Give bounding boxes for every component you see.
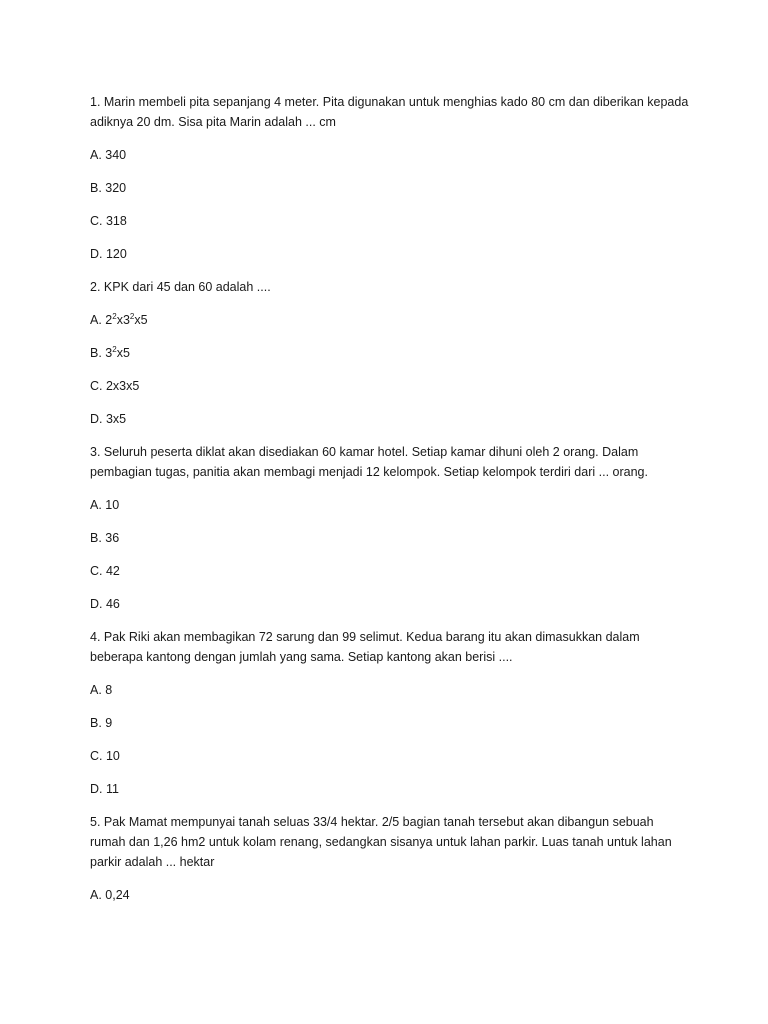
option-b-suffix: x5 bbox=[116, 346, 130, 360]
document-page bbox=[90, 92, 690, 918]
question-4-option-a: A. 8 bbox=[90, 683, 113, 697]
question-4-option-d: D. 11 bbox=[90, 782, 119, 796]
question-2-option-c: C. 2x3x5 bbox=[90, 379, 140, 393]
question-3-option-d: D. 46 bbox=[90, 597, 120, 611]
option-a-suffix: x5 bbox=[134, 313, 148, 327]
option-a-middle: x3 bbox=[116, 313, 130, 327]
question-5-option-a: A. 0,24 bbox=[90, 888, 130, 902]
question-3-option-a: A. 10 bbox=[90, 498, 120, 512]
question-1-option-d: D. 120 bbox=[90, 247, 127, 261]
question-1: 1. Marin membeli pita sepanjang 4 meter. Pita digunakan untuk menghias kado 80 cm dan diberikan kepada adiknya 20 dm. Sisa pita Marin adalah ... cm bbox=[90, 95, 689, 129]
question-3-option-b: B. 36 bbox=[90, 531, 120, 545]
option-a-prefix: A. 2 bbox=[90, 313, 113, 327]
question-1-option-a: A. 340 bbox=[90, 148, 127, 162]
question-2: 2. KPK dari 45 dan 60 adalah .... bbox=[90, 280, 271, 294]
question-2-option-b bbox=[90, 343, 690, 363]
question-2-option-a bbox=[90, 310, 690, 330]
option-a-exponent-2: 2 bbox=[129, 311, 135, 321]
question-4-option-b: B. 9 bbox=[90, 716, 113, 730]
question-4: 4. Pak Riki akan membagikan 72 sarung dan 99 selimut. Kedua barang itu akan dimasukkan dalam beberapa kantong dengan jumlah yang sama. Setiap kantong akan berisi .... bbox=[90, 630, 640, 664]
question-1-option-c: C. 318 bbox=[90, 214, 127, 228]
option-b-exponent: 2 bbox=[112, 344, 117, 354]
question-2-option-d: D. 3x5 bbox=[90, 412, 127, 426]
option-b-prefix: B. 3 bbox=[90, 346, 113, 360]
option-a-exponent-1: 2 bbox=[112, 311, 117, 321]
question-5: 5. Pak Mamat mempunyai tanah seluas 33/4 hektar. 2/5 bagian tanah tersebut akan dibangun sebuah rumah dan 1,26 hm2 untuk kolam renang, sedangkan sisanya untuk lahan parkir. Luas tanah untuk lahan parkir adalah ... hektar bbox=[90, 815, 672, 869]
question-1-option-b: B. 320 bbox=[90, 181, 127, 195]
question-4-option-c: C. 10 bbox=[90, 749, 120, 763]
question-3-option-c: C. 42 bbox=[90, 564, 120, 578]
question-3: 3. Seluruh peserta diklat akan disediakan 60 kamar hotel. Setiap kamar dihuni oleh 2 orang. Dalam pembagian tugas, panitia akan membagi menjadi 12 kelompok. Setiap kelompok terdiri dari ... orang. bbox=[90, 445, 648, 479]
